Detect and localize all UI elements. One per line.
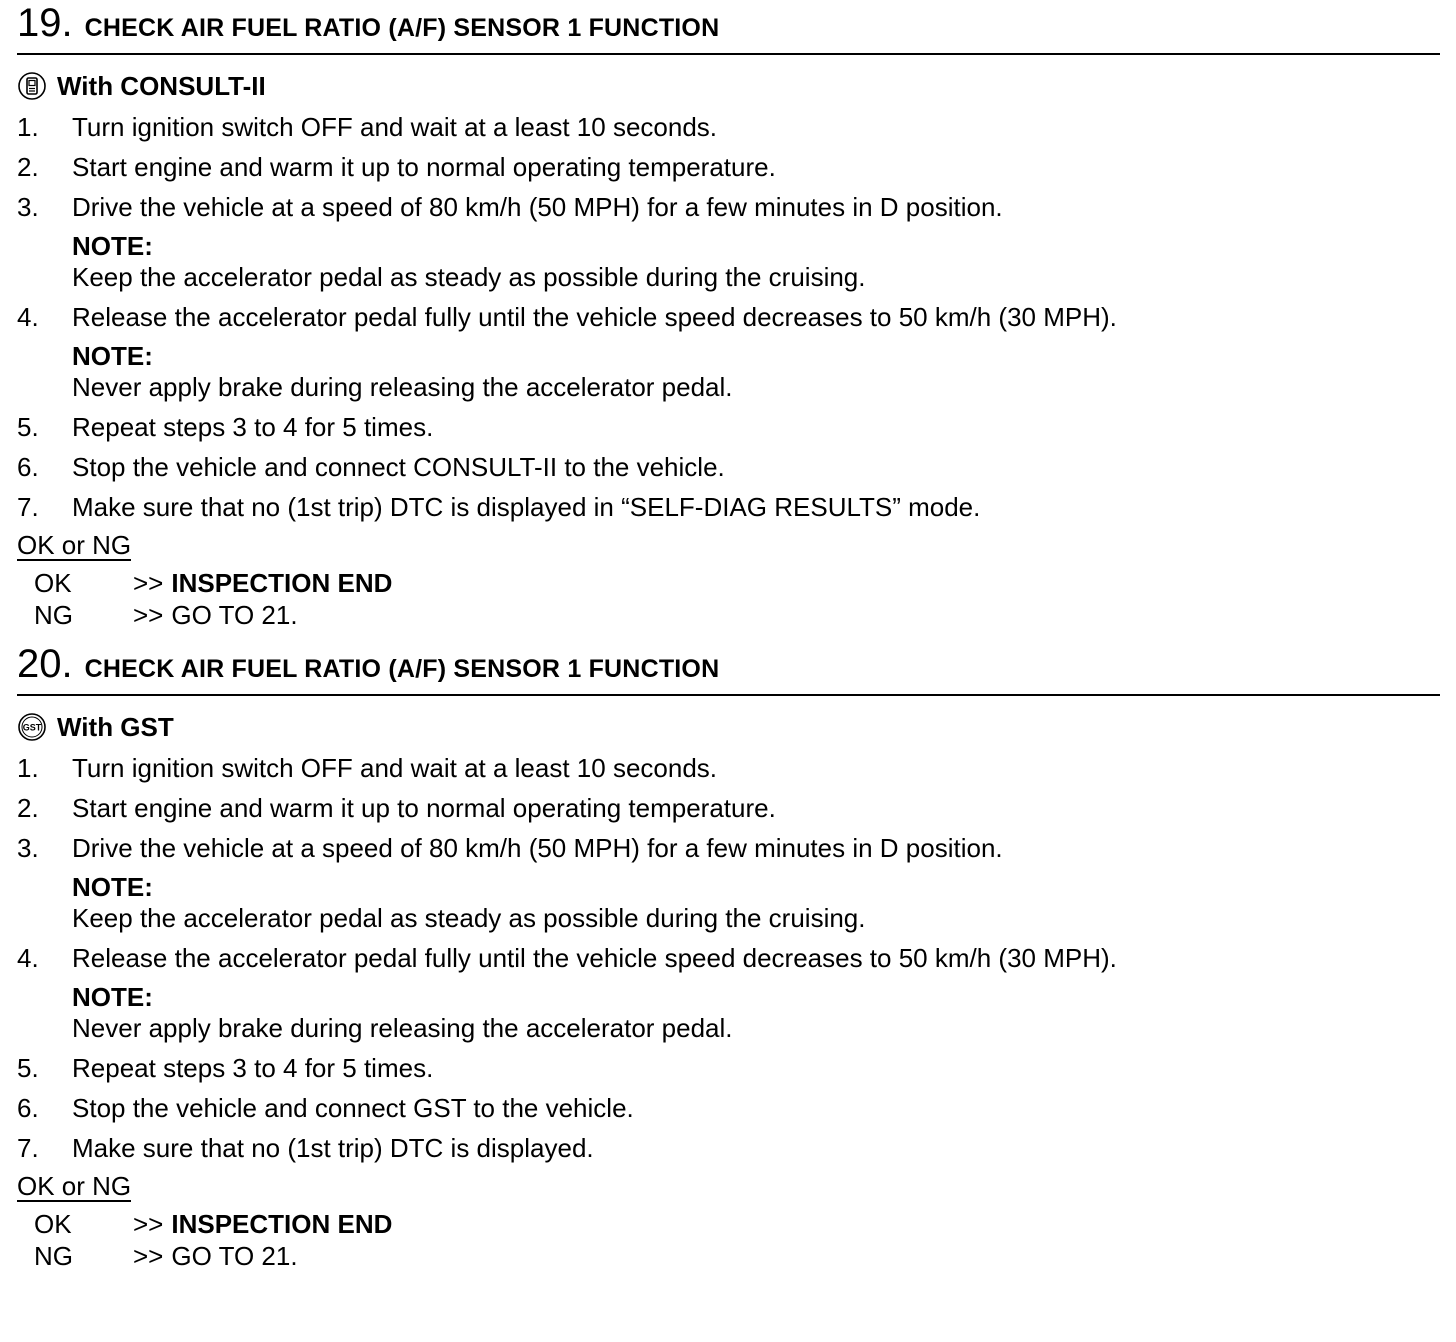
tool-label: With CONSULT-II — [57, 70, 266, 101]
section-title: CHECK AIR FUEL RATIO (A/F) SENSOR 1 FUNCTION — [84, 14, 720, 42]
step-number: 3. — [17, 833, 39, 863]
consult-icon — [17, 71, 47, 101]
step-text: Stop the vehicle and connect CONSULT-II to the vehicle. — [72, 452, 725, 482]
step-number: 7. — [17, 1133, 39, 1163]
section-number: 20. — [17, 642, 73, 686]
tool-label: With GST — [57, 711, 174, 742]
step-number: 2. — [17, 793, 39, 823]
section-header — [17, 0, 1440, 55]
step-text: Make sure that no (1st trip) DTC is displayed in “SELF-DIAG RESULTS” mode. — [72, 492, 981, 522]
steps-list — [17, 752, 1440, 1164]
section-number: 19. — [17, 1, 73, 45]
tool-line — [17, 710, 1440, 744]
result-arrow: >> — [133, 1241, 164, 1271]
step-text: Make sure that no (1st trip) DTC is displayed. — [72, 1133, 594, 1163]
step-number: 7. — [17, 492, 39, 522]
note-title: NOTE: — [72, 231, 153, 261]
note-text: Keep the accelerator pedal as steady as possible during the cruising. — [72, 262, 866, 292]
list-item — [17, 1132, 1440, 1164]
step-number: 6. — [17, 452, 39, 482]
list-item — [17, 832, 1440, 934]
result-row-ng — [17, 599, 1440, 631]
result-row-ok — [17, 1208, 1440, 1240]
ok-or-ng-heading: OK or NG — [17, 530, 132, 560]
step-text: Release the accelerator pedal fully until the vehicle speed decreases to 50 km/h (30 MPH). — [72, 302, 1117, 332]
result-action: INSPECTION END — [171, 568, 393, 598]
result-action: GO TO 21. — [171, 600, 298, 630]
step-number: 4. — [17, 302, 39, 332]
list-item — [17, 942, 1440, 1044]
result-code: OK — [34, 568, 72, 598]
step-number: 5. — [17, 412, 39, 442]
result-arrow: >> — [133, 568, 164, 598]
result-code: OK — [34, 1209, 72, 1239]
note-title: NOTE: — [72, 872, 153, 902]
ok-or-ng-heading: OK or NG — [17, 1171, 132, 1201]
note-text: Never apply brake during releasing the accelerator pedal. — [72, 372, 733, 402]
step-text: Start engine and warm it up to normal operating temperature. — [72, 793, 776, 823]
step-text: Drive the vehicle at a speed of 80 km/h (50 MPH) for a few minutes in D position. — [72, 833, 1003, 863]
list-item — [17, 752, 1440, 784]
step-text: Drive the vehicle at a speed of 80 km/h (50 MPH) for a few minutes in D position. — [72, 192, 1003, 222]
step-text: Turn ignition switch OFF and wait at a least 10 seconds. — [72, 753, 718, 783]
results — [17, 567, 1440, 631]
steps-list — [17, 111, 1440, 523]
step-number: 1. — [17, 753, 39, 783]
section-header — [17, 641, 1440, 696]
list-item — [17, 151, 1440, 183]
list-item — [17, 301, 1440, 403]
list-item — [17, 491, 1440, 523]
step-text: Start engine and warm it up to normal operating temperature. — [72, 152, 776, 182]
step-number: 2. — [17, 152, 39, 182]
result-row-ok — [17, 567, 1440, 599]
list-item — [17, 1052, 1440, 1084]
list-item — [17, 1092, 1440, 1124]
note-title: NOTE: — [72, 341, 153, 371]
step-text: Release the accelerator pedal fully until the vehicle speed decreases to 50 km/h (30 MPH). — [72, 943, 1117, 973]
result-action: INSPECTION END — [171, 1209, 393, 1239]
step-text: Repeat steps 3 to 4 for 5 times. — [72, 412, 434, 442]
svg-text:GST: GST — [22, 722, 42, 733]
list-item — [17, 792, 1440, 824]
step-text: Stop the vehicle and connect GST to the vehicle. — [72, 1093, 634, 1123]
section-title: CHECK AIR FUEL RATIO (A/F) SENSOR 1 FUNCTION — [84, 655, 720, 683]
step-number: 6. — [17, 1093, 39, 1123]
section-20 — [17, 641, 1440, 1272]
list-item — [17, 111, 1440, 143]
list-item — [17, 411, 1440, 443]
result-arrow: >> — [133, 1209, 164, 1239]
note-title: NOTE: — [72, 982, 153, 1012]
result-code: NG — [34, 600, 73, 630]
result-action: GO TO 21. — [171, 1241, 298, 1271]
step-number: 4. — [17, 943, 39, 973]
note-text: Keep the accelerator pedal as steady as possible during the cruising. — [72, 903, 866, 933]
gst-icon — [17, 712, 47, 742]
step-number: 1. — [17, 112, 39, 142]
section-19 — [17, 0, 1440, 631]
list-item — [17, 191, 1440, 293]
results — [17, 1208, 1440, 1272]
list-item — [17, 451, 1440, 483]
step-text: Repeat steps 3 to 4 for 5 times. — [72, 1053, 434, 1083]
tool-line — [17, 69, 1440, 103]
step-number: 5. — [17, 1053, 39, 1083]
step-text: Turn ignition switch OFF and wait at a least 10 seconds. — [72, 112, 718, 142]
result-arrow: >> — [133, 600, 164, 630]
result-row-ng — [17, 1240, 1440, 1272]
note-text: Never apply brake during releasing the accelerator pedal. — [72, 1013, 733, 1043]
step-number: 3. — [17, 192, 39, 222]
result-code: NG — [34, 1241, 73, 1271]
